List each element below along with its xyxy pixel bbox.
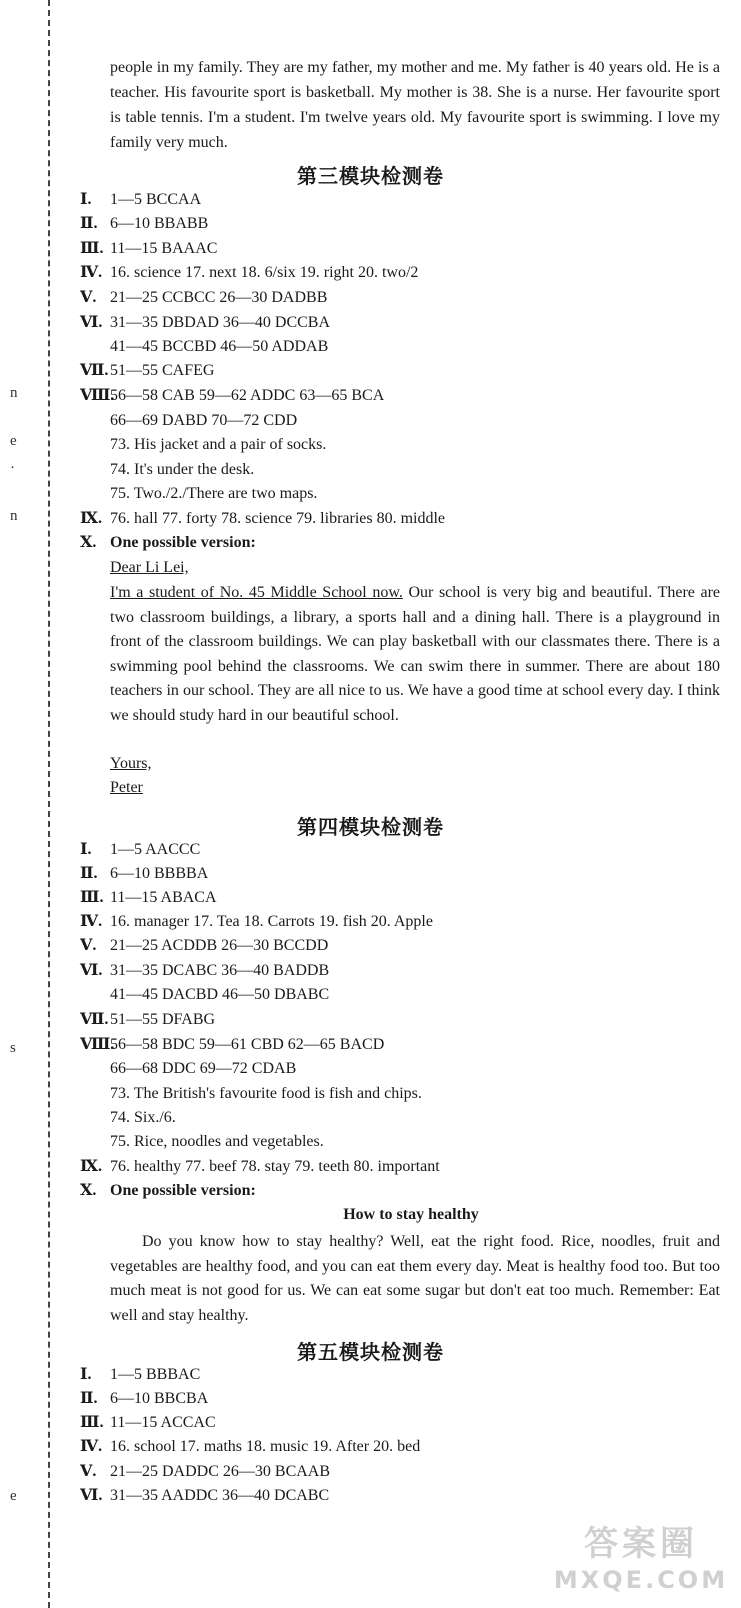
letter-body-text: Our school is very big and beautiful. There are two classroom buildings, a library, a sports hall and a dining hall. There is a playground in front of the classroom buildings. We can play basketball with our classmates there. There is a swimming pool behind the classrooms. We can swim there in summer. There are about 180 teachers in our school. They are all nice to us. We have a good time at school every day. I think we should study hard in our beautiful school. — [110, 584, 721, 724]
module3-title: 第三模块检测卷 — [297, 164, 444, 188]
module4-row: Ⅴ. 21—25 ACDDB 26—30 BCCDD — [80, 937, 329, 954]
letter-body — [110, 581, 720, 729]
module4-row: Ⅵ. 31—35 DCABC 36—40 BADDB — [80, 962, 330, 979]
module4-row: 66—68 DDC 69—72 CDAB — [110, 1060, 297, 1077]
letter-greeting: Dear Li Lei, — [110, 559, 189, 576]
letter-closing: Yours, — [110, 755, 152, 772]
margin-mark: · — [10, 460, 15, 476]
module3-row: 66—69 DABD 70—72 CDD — [110, 412, 298, 429]
module5-row: Ⅰ. 1—5 BBBAC — [80, 1366, 201, 1383]
module3-writing-label: Ⅹ. One possible version: — [80, 534, 256, 551]
module3-row: 75. Two./2./There are two maps. — [110, 485, 318, 502]
intro-paragraph: people in my family. They are my father, my mother and me. My father is 40 years old. He is a teacher. His favourite sport is basketball. My mother is 38. She is a nurse. Her favourite sport is table tennis. I'm a student. I'm twelve years old. My favourite sport is swimming. I love my family very much. — [110, 59, 720, 151]
essay-title: How to stay healthy — [343, 1206, 479, 1223]
module3-row: 74. It's under the desk. — [110, 461, 255, 478]
module3-row: 73. His jacket and a pair of socks. — [110, 436, 327, 453]
watermark-bottom: MXQE.COM — [553, 1566, 729, 1594]
module3-row: Ⅶ.51—55 CAFEG — [80, 362, 215, 379]
binding-dash-line — [48, 0, 50, 1608]
margin-mark: n — [10, 385, 18, 401]
module4-row: Ⅳ. 16. manager 17. Tea 18. Carrots 19. fish 20. Apple — [80, 913, 433, 930]
module4-row: 73. The British's favourite food is fish and chips. — [110, 1085, 422, 1102]
module3-row: Ⅴ. 21—25 CCBCC 26—30 DADBB — [80, 289, 328, 306]
module5-row: Ⅲ. 11—15 ACCAC — [80, 1414, 216, 1431]
module4-row: Ⅰ. 1—5 AACCC — [80, 841, 201, 858]
margin-mark: s — [10, 1040, 16, 1056]
module3-row: Ⅲ. 11—15 BAAAC — [80, 240, 218, 257]
essay-body: Do you know how to stay healthy? Well, eat the right food. Rice, noodles, fruit and vegetables are healthy food, and you can eat them every day. Meat is healthy food too. But too much meat is not good for us. We can eat some sugar but don't eat too much. Remember: Eat well and stay healthy. — [110, 1233, 720, 1324]
module4-title: 第四模块检测卷 — [297, 815, 444, 839]
site-watermark — [551, 1522, 731, 1602]
module5-title: 第五模块检测卷 — [297, 1340, 444, 1364]
letter-signature: Peter — [110, 779, 143, 796]
watermark-top: 答案圈 — [584, 1524, 698, 1564]
module4-row: Ⅸ. 76. healthy 77. beef 78. stay 79. teeth 80. important — [80, 1158, 440, 1175]
module5-row: Ⅴ. 21—25 DADDC 26—30 BCAAB — [80, 1463, 331, 1480]
module4-row: Ⅲ. 11—15 ABACA — [80, 889, 217, 906]
module5-row: Ⅱ. 6—10 BBCBA — [80, 1390, 209, 1407]
letter-first-sentence: I'm a student of No. 45 Middle School now. — [110, 584, 403, 601]
module4-row: 41—45 DACBD 46—50 DBABC — [110, 986, 330, 1003]
module4-row: Ⅷ.56—58 BDC 59—61 CBD 62—65 BACD — [80, 1036, 385, 1053]
module3-row: Ⅸ. 76. hall 77. forty 78. science 79. libraries 80. middle — [80, 510, 446, 527]
module3-row: Ⅵ. 31—35 DBDAD 36—40 DCCBA — [80, 314, 331, 331]
module4-row: 75. Rice, noodles and vegetables. — [110, 1133, 324, 1150]
module3-row: Ⅳ. 16. science 17. next 18. 6/six 19. right 20. two/2 — [80, 264, 419, 281]
module4-row: 74. Six./6. — [110, 1109, 176, 1126]
module3-row: Ⅱ. 6—10 BBABB — [80, 215, 209, 232]
module5-row: Ⅵ. 31—35 AADDC 36—40 DCABC — [80, 1487, 330, 1504]
module4-writing-label: Ⅹ. One possible version: — [80, 1182, 256, 1199]
module3-row: 41—45 BCCBD 46—50 ADDAB — [110, 338, 329, 355]
module3-row: Ⅰ. 1—5 BCCAA — [80, 191, 202, 208]
module4-row: Ⅱ. 6—10 BBBBA — [80, 865, 209, 882]
margin-mark: e — [10, 433, 17, 449]
module4-row: Ⅶ.51—55 DFABG — [80, 1011, 216, 1028]
margin-mark: e — [10, 1488, 17, 1504]
margin-mark: n — [10, 508, 18, 524]
module3-row: Ⅷ.56—58 CAB 59—62 ADDC 63—65 BCA — [80, 387, 385, 404]
module5-row: Ⅳ. 16. school 17. maths 18. music 19. After 20. bed — [80, 1438, 421, 1455]
